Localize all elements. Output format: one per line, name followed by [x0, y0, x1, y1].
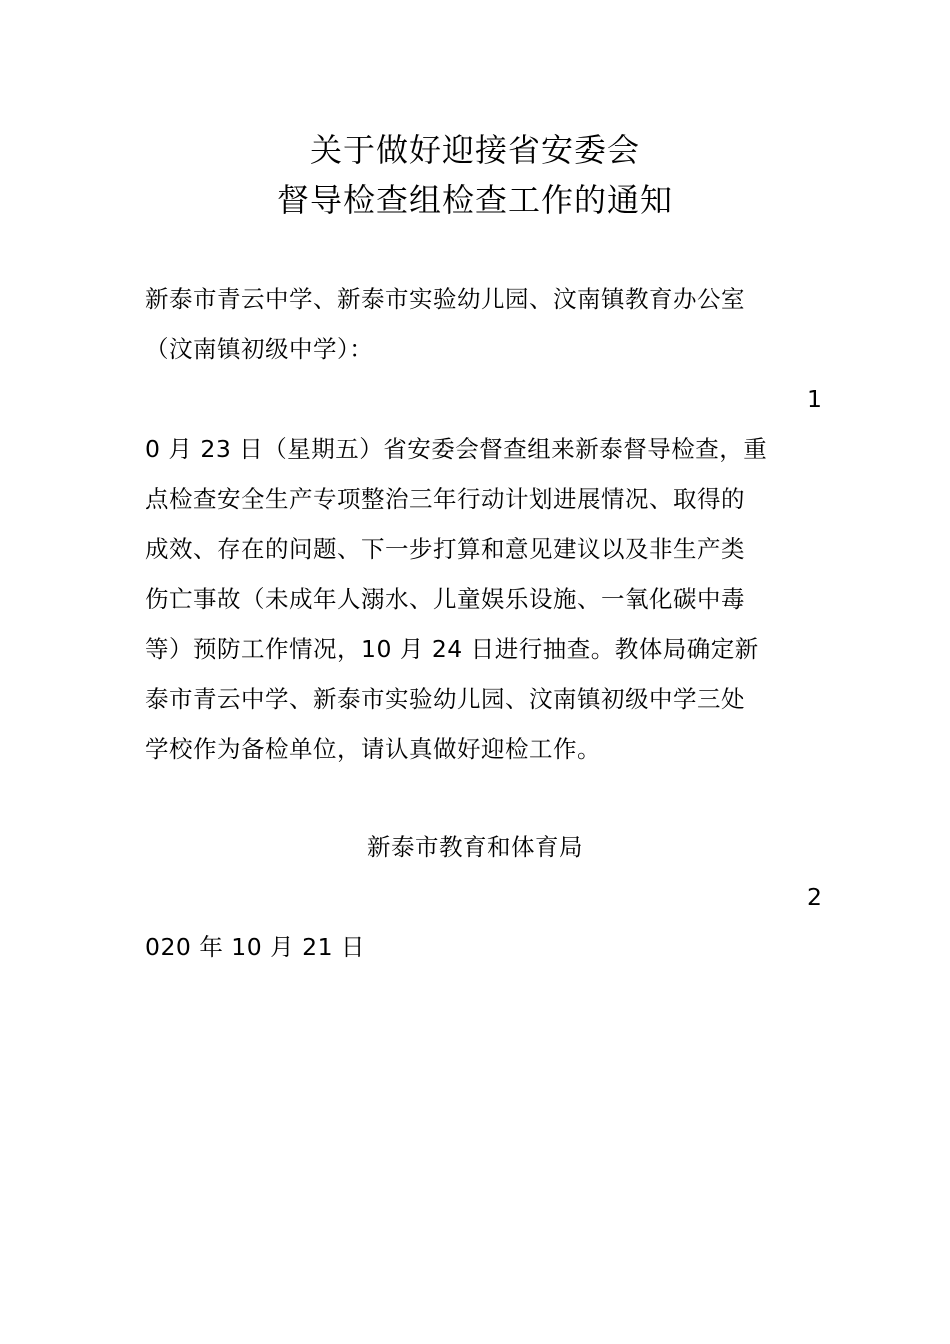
addressee-line-2: （汶南镇初级中学）：: [145, 335, 374, 363]
document-title-line-1: 关于做好迎接省安委会: [309, 131, 640, 169]
signature-organization: 新泰市教育和体育局: [367, 833, 583, 861]
body-line-5: 等）预防工作情况，10 月 24 日进行抽查。教体局确定新: [145, 635, 759, 663]
signature-split-digit: 2: [807, 883, 822, 911]
body-line-2: 点检查安全生产专项整治三年行动计划进展情况、取得的: [145, 485, 745, 513]
addressee-line-1: 新泰市青云中学、新泰市实验幼儿园、汶南镇教育办公室: [145, 285, 745, 313]
body-line-4: 伤亡事故（未成年人溺水、儿童娱乐设施、一氧化碳中毒: [145, 585, 745, 613]
body-line-7: 学校作为备检单位，请认真做好迎检工作。: [145, 735, 601, 763]
body-line-1: 0 月 23 日（星期五）省安委会督查组来新泰督导检查，重: [145, 435, 768, 463]
body-split-digit: 1: [807, 385, 822, 413]
body-line-6: 泰市青云中学、新泰市实验幼儿园、汶南镇初级中学三处: [145, 685, 745, 713]
signature-date: 020 年 10 月 21 日: [145, 933, 366, 961]
document-title-line-2: 督导检查组检查工作的通知: [276, 181, 673, 219]
body-line-3: 成效、存在的问题、下一步打算和意见建议以及非生产类: [145, 535, 745, 563]
